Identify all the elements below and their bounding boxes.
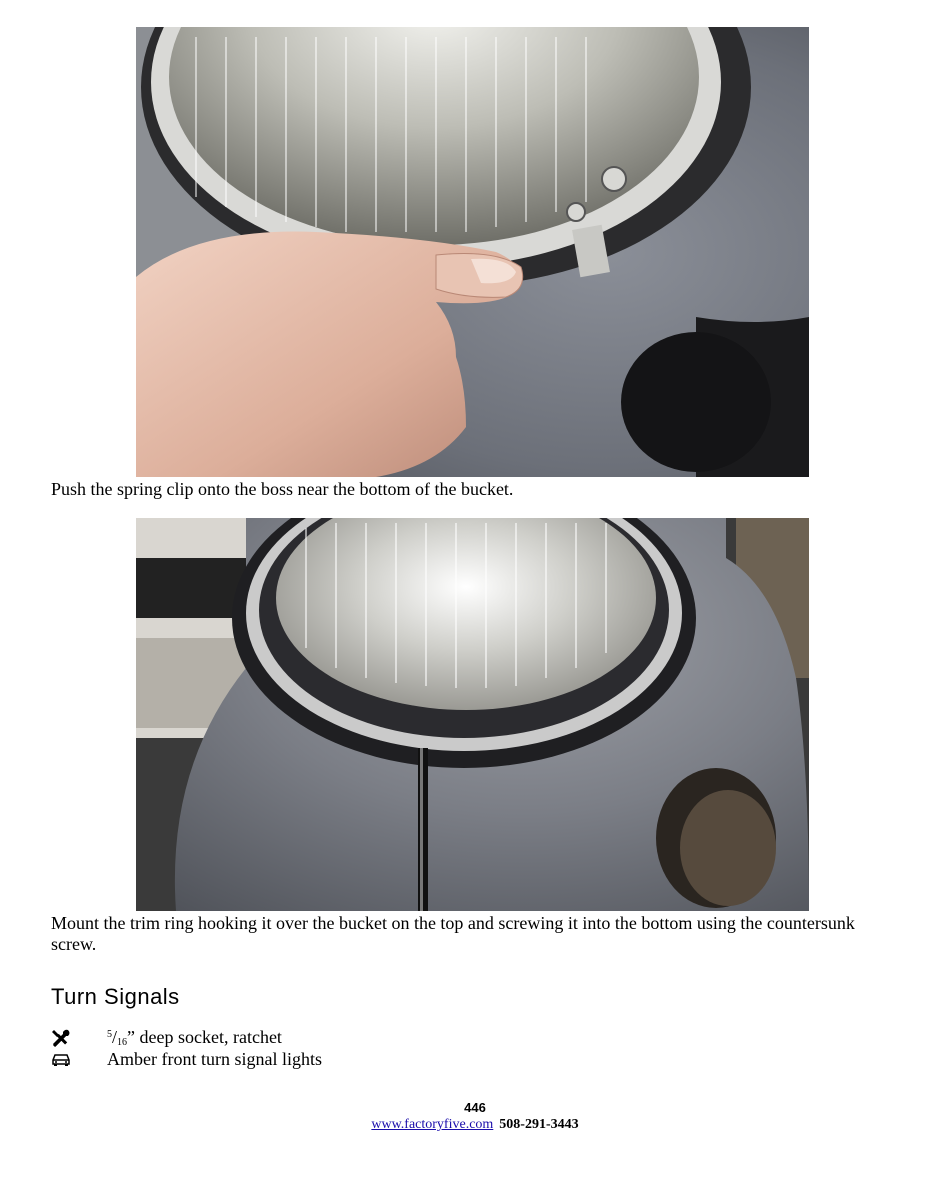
section-heading: Turn Signals bbox=[51, 984, 180, 1009]
phone-number: 508-291-3443 bbox=[499, 1117, 579, 1132]
fraction bbox=[107, 1027, 127, 1047]
footer-contact bbox=[0, 1117, 950, 1133]
car-icon bbox=[51, 1052, 107, 1066]
website-link[interactable]: www.factoryfive.com bbox=[371, 1117, 494, 1132]
tools-list-item bbox=[51, 1027, 282, 1049]
tools-description: ” deep socket, ratchet bbox=[127, 1026, 282, 1047]
page-number: 446 bbox=[464, 1100, 486, 1115]
fraction-slash: / bbox=[112, 1026, 118, 1047]
tools-icon bbox=[51, 1029, 107, 1047]
parts-text: Amber front turn signal lights bbox=[107, 1048, 322, 1069]
caption-spring-clip: Push the spring clip onto the boss near the bottom of the bucket. bbox=[51, 479, 514, 499]
fraction-denominator: 16 bbox=[117, 1036, 128, 1048]
fraction-numerator: 5 bbox=[107, 1028, 112, 1040]
photo-trim-ring bbox=[136, 518, 809, 911]
photo-spring-clip bbox=[136, 27, 809, 477]
parts-list-item bbox=[51, 1048, 322, 1070]
caption-trim-ring: Mount the trim ring hooking it over the bucket on the top and screwing it into the bottom using the countersunk screw. bbox=[51, 913, 855, 954]
page-footer bbox=[0, 1100, 950, 1133]
